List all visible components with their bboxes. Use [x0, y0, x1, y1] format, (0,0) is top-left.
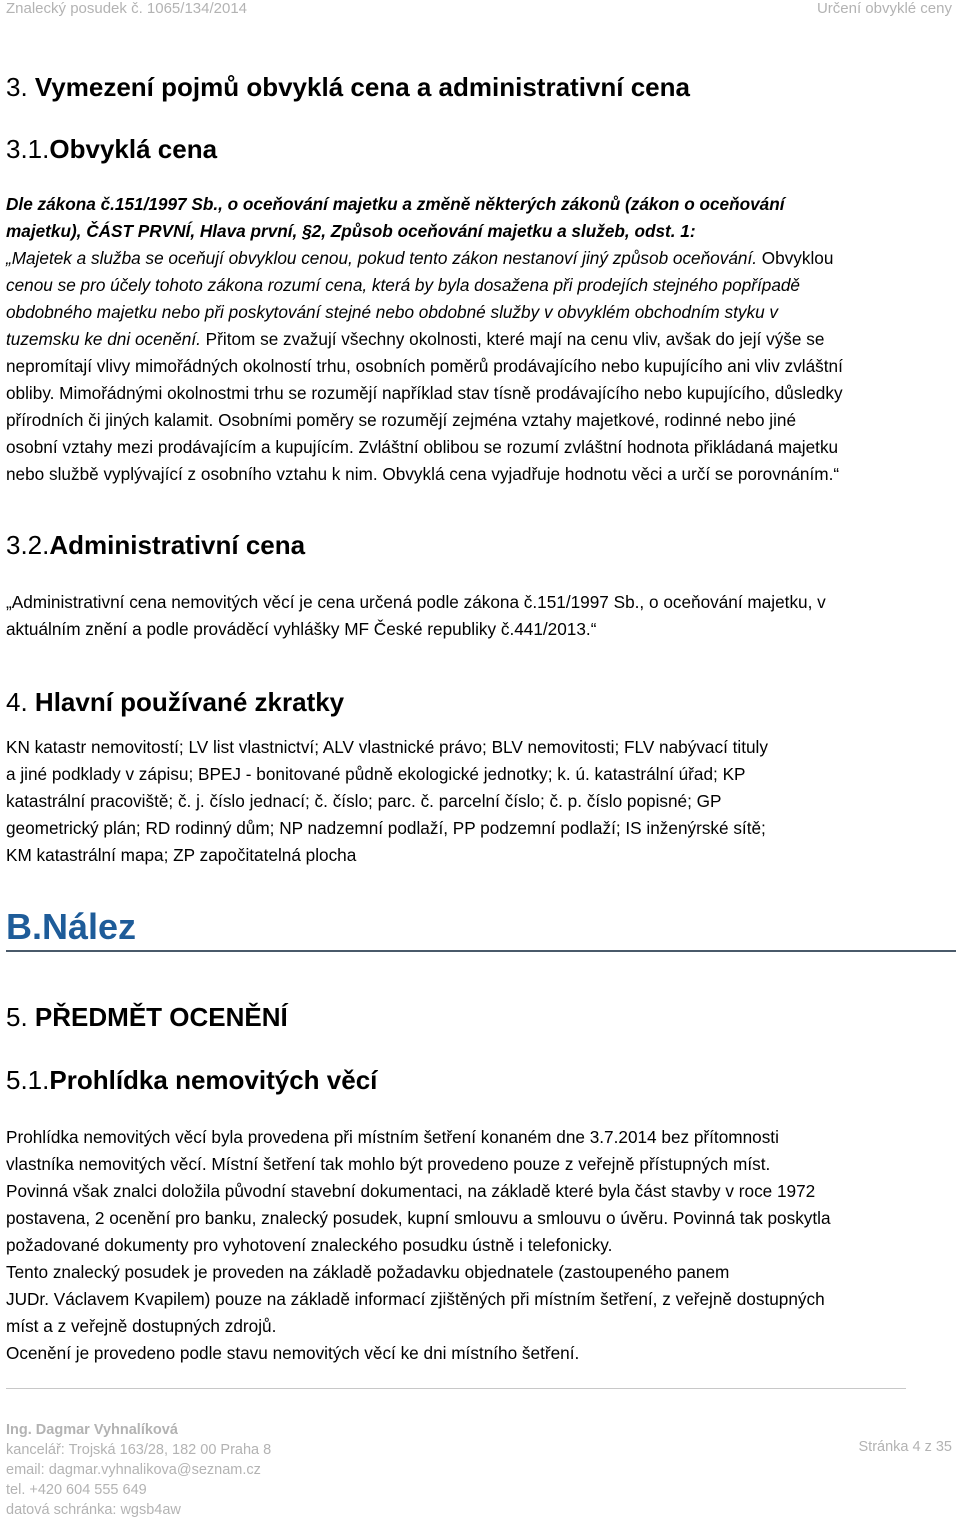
text-line: „Administrativní cena nemovitých věcí je cena určená podle zákona č.151/1997 Sb., o oceňování majetku, v [6, 592, 826, 612]
text-line: JUDr. Václavem Kvapilem) pouze na základě informací zjištěných při místním šetření, z veřejně dostupných [6, 1289, 825, 1309]
section-number: 3. [6, 72, 28, 102]
text-line: cenou se pro účely tohoto zákona rozumí cena, která by byla dosažena při prodejích stejného popřípadě [6, 275, 800, 295]
text-line: „Majetek a služba se oceňují obvyklou cenou, pokud tento zákon nestanoví jiný způsob oceňování. Obvyklou [6, 248, 834, 268]
footer-office: kancelář: Trojská 163/28, 182 00 Praha 8 [6, 1442, 272, 1458]
section-title: Hlavní používané zkratky [34, 687, 345, 717]
text-line: požadované dokumenty pro vyhotovení znaleckého posudku ústně i telefonicky. [6, 1235, 613, 1255]
text-line: geometrický plán; RD rodinný dům; NP nadzemní podlaží, PP podzemní podlaží; IS inženýrské sítě; [6, 818, 766, 838]
section-number: 3.1. [6, 134, 50, 164]
section-number: 5. [6, 1002, 28, 1032]
text-line: nepromítají vlivy mimořádných okolností trhu, osobních poměrů prodávajícího nebo kupujícího ani vliv zvláštní [6, 356, 843, 376]
section-3-2-heading [6, 530, 305, 560]
text-line: přírodních či jiných kalamit. Osobními poměry se rozumějí zejména vztahy majetkové, rodinné nebo jiné [6, 410, 797, 430]
footer-email: email: dagmar.vyhnalikova@seznam.cz [6, 1462, 261, 1478]
section-3-heading [6, 72, 690, 102]
section-title: Prohlídka nemovitých věcí [49, 1065, 378, 1095]
text-line: nebo službě vyplývající z osobního vztahu k nim. Obvyklá cena vyjadřuje hodnotu věci a určí se porovnáním.“ [6, 464, 840, 484]
text-line: Dle zákona č.151/1997 Sb., o oceňování majetku a změně některých zákonů (zákon o oceňování [6, 194, 785, 214]
section-5-heading [6, 1002, 288, 1032]
footer-databox: datová schránka: wgsb4aw [6, 1502, 181, 1518]
paragraph-prohlidka [6, 1124, 956, 1367]
text-line: tuzemsku ke dni ocenění. Přitom se zvažují všechny okolnosti, které mají na cenu vliv, avšak do její výše se [6, 329, 825, 349]
text-line: postavena, 2 ocenění pro banku, znalecký posudek, kupní smlouvu a smlouvu o úvěru. Povinná tak poskytla [6, 1208, 831, 1228]
text-line: obdobného majetku nebo při poskytování stejné nebo obdobné služby v obvyklém obchodním styku v [6, 302, 779, 322]
text-line: osobní vztahy mezi prodávajícím a kupujícím. Zvláštní oblibou se rozumí zvláštní hodnota přikládaná majetku [6, 437, 839, 457]
text-line: KM katastrální mapa; ZP započitatelná plocha [6, 845, 357, 865]
text-line: a jiné podklady v zápisu; BPEJ - bonitované půdně ekologické jednotky; k. ú. katastrální úřad; KP [6, 764, 746, 784]
text-line: KN katastr nemovitostí; LV list vlastnictví; ALV vlastnické právo; BLV nemovitosti; FLV nabývací tituly [6, 737, 768, 757]
page-number: Stránka 4 z 35 [858, 1439, 952, 1455]
text-line: míst a z veřejně dostupných zdrojů. [6, 1316, 277, 1336]
section-title: Obvyklá cena [49, 134, 218, 164]
page-header-right: Určení obvyklé ceny [816, 0, 952, 17]
section-number: 5.1. [6, 1065, 50, 1095]
paragraph-obvykla-cena [6, 191, 956, 488]
section-4-heading [6, 687, 344, 717]
section-title: PŘEDMĚT OCENĚNÍ [34, 1002, 288, 1032]
text-line: vlastníka nemovitých věcí. Místní šetření tak mohlo být provedeno pouze z veřejně přístupných míst. [6, 1154, 771, 1174]
section-title: Administrativní cena [49, 530, 306, 560]
text-line: Ocenění je provedeno podle stavu nemovitých věcí ke dni místního šetření. [6, 1343, 580, 1363]
footer-tel: tel. +420 604 555 649 [6, 1482, 147, 1498]
text-line: Tento znalecký posudek je proveden na základě požadavku objednatele (zastoupeného panem [6, 1262, 730, 1282]
footer-contact [6, 1420, 271, 1520]
footer-divider [6, 1388, 906, 1389]
text-line: aktuálním znění a podle prováděcí vyhlášky MF České republiky č.441/2013.“ [6, 619, 597, 639]
text-line: obliby. Mimořádnými okolnostmi trhu se rozumějí například stav tísně prodávajícího nebo kupujícího, důsledky [6, 383, 843, 403]
paragraph-administrativni-cena [6, 589, 956, 643]
section-5-1-heading [6, 1065, 377, 1095]
part-b-heading: B.Nález [6, 904, 956, 952]
page-header-left: Znalecký posudek č. 1065/134/2014 [6, 0, 248, 17]
text-line: katastrální pracoviště; č. j. číslo jednací; č. číslo; parc. č. parcelní číslo; č. p. číslo popisné; GP [6, 791, 722, 811]
text-line: majetku), ČÁST PRVNÍ, Hlava první, §2, Způsob oceňování majetku a služeb, odst. 1: [6, 221, 696, 241]
paragraph-zkratky [6, 734, 956, 869]
section-number: 4. [6, 687, 28, 717]
text-line: Povinná však znalci doložila původní stavební dokumentaci, na základě které byla část stavby v roce 1972 [6, 1181, 816, 1201]
footer-name: Ing. Dagmar Vyhnalíková [6, 1422, 178, 1438]
section-number: 3.2. [6, 530, 50, 560]
section-title: Vymezení pojmů obvyklá cena a administrativní cena [34, 72, 690, 102]
section-3-1-heading [6, 134, 217, 164]
text-line: Prohlídka nemovitých věcí byla provedena při místním šetření konaném dne 3.7.2014 bez přítomnosti [6, 1127, 779, 1147]
